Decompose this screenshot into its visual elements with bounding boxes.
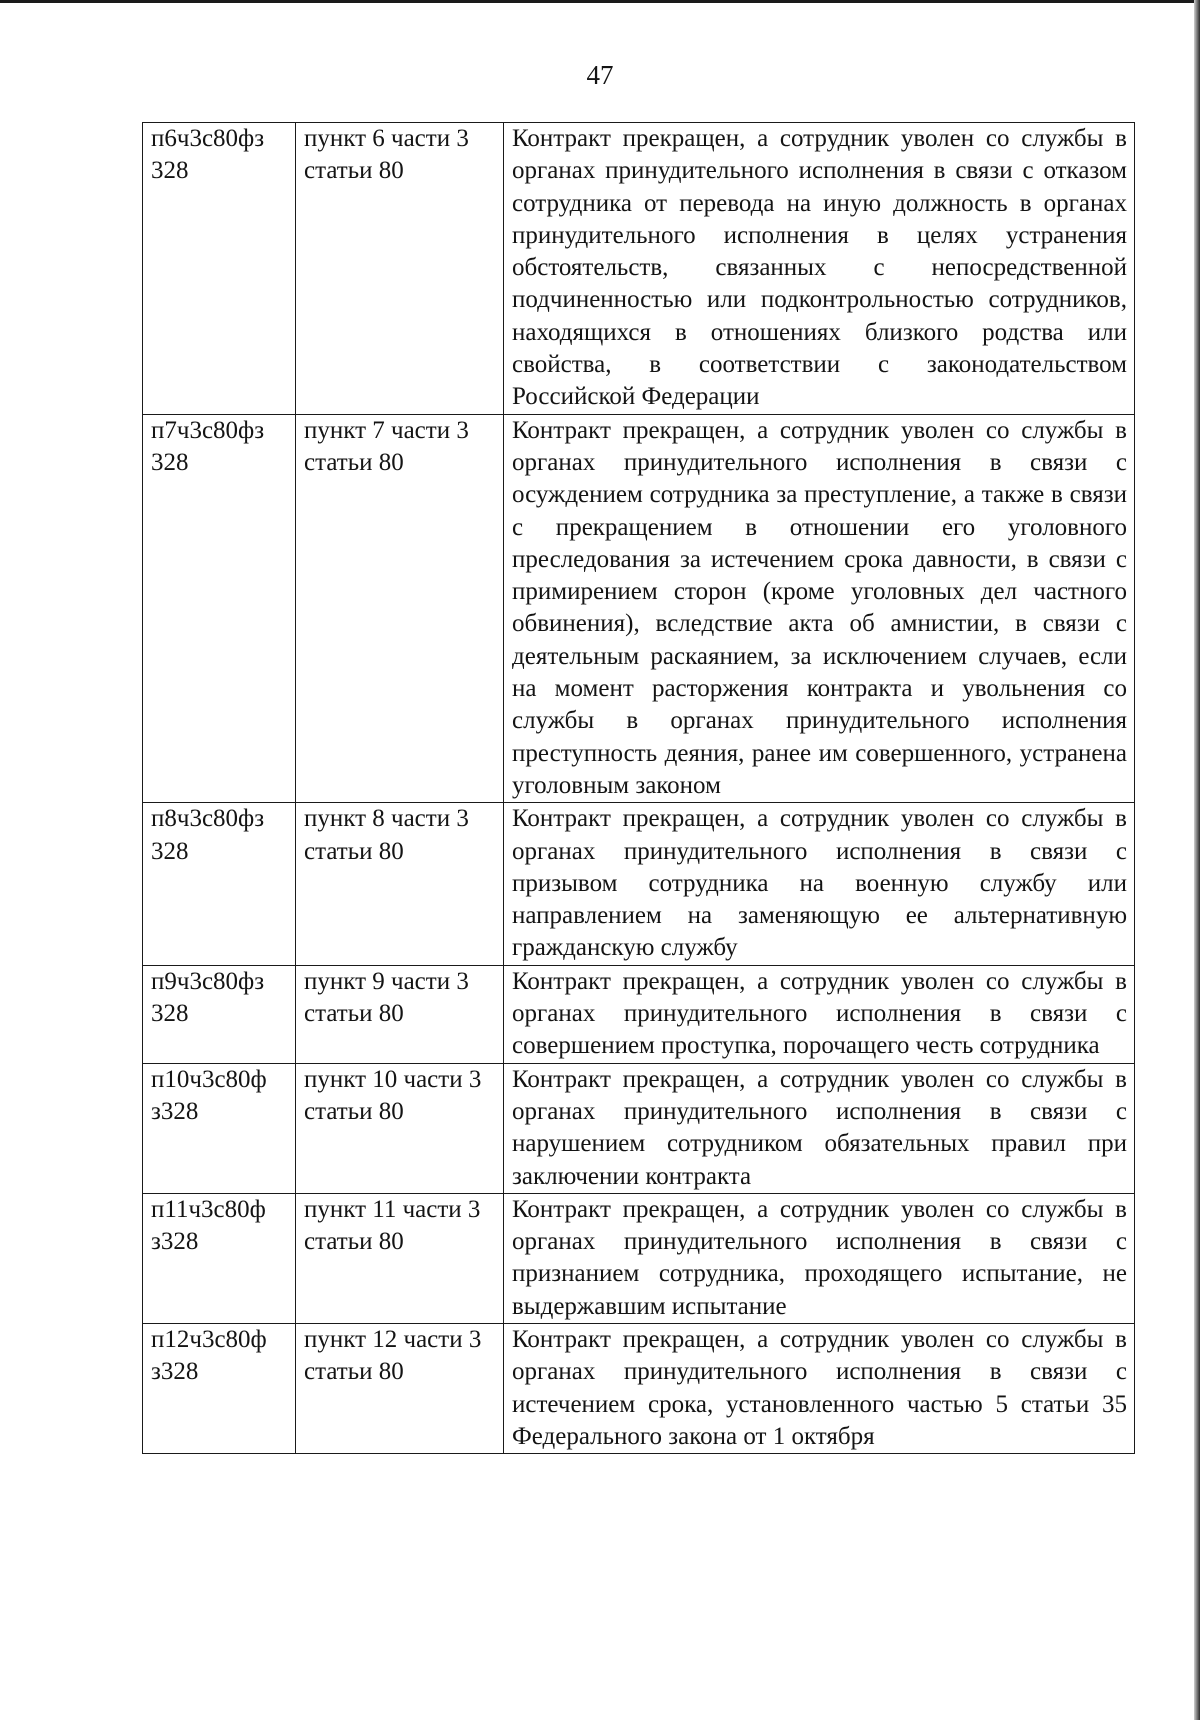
row-description: Контракт прекращен, а сотрудник уволен со службы в органах принудительного исполнения в связи с призывом сотрудника на военную службу или направлением на заменяющую ее альтернативную гражданскую службу [504, 803, 1135, 965]
table-row [143, 1323, 1135, 1453]
row-reference: пункт 12 части 3 статьи 80 [296, 1323, 504, 1453]
table-row [143, 123, 1135, 415]
row-reference: пункт 11 части 3 статьи 80 [296, 1193, 504, 1323]
row-code: п8ч3с80фз 328 [143, 803, 296, 965]
table-row [143, 1193, 1135, 1323]
row-code: п7ч3с80фз 328 [143, 414, 296, 803]
row-description: Контракт прекращен, а сотрудник уволен со службы в органах принудительного исполнения в связи с осуждением сотрудника за преступление, а также в связи с прекращением в отношении его уголовного преследования за истечением срока давности, в связи с примирением сторон (кроме уголовных дел частного обвинения), вследствие акта об амнистии, в связи с деятельным раскаянием, за исключением случаев, если на момент расторжения контракта и увольнения со службы в органах принудительного исполнения преступность деяния, ранее им совершенного, устранена уголовным законом [504, 414, 1135, 803]
row-code: п6ч3с80фз 328 [143, 123, 296, 415]
table-row [143, 965, 1135, 1063]
table-row [143, 1063, 1135, 1193]
row-code: п12ч3с80ф з328 [143, 1323, 296, 1453]
row-reference: пункт 9 части 3 статьи 80 [296, 965, 504, 1063]
row-description: Контракт прекращен, а сотрудник уволен со службы в органах принудительного исполнения в связи с нарушением сотрудником обязательных правил при заключении контракта [504, 1063, 1135, 1193]
scan-edge-top [0, 0, 1200, 3]
page-number: 47 [586, 60, 614, 90]
table-row [143, 803, 1135, 965]
row-reference: пункт 6 части 3 статьи 80 [296, 123, 504, 415]
scan-edge-right [1194, 0, 1200, 1720]
row-reference: пункт 8 части 3 статьи 80 [296, 803, 504, 965]
row-reference: пункт 7 части 3 статьи 80 [296, 414, 504, 803]
row-description: Контракт прекращен, а сотрудник уволен со службы в органах принудительного исполнения в связи с совершением проступка, порочащего честь сотрудника [504, 965, 1135, 1063]
row-reference: пункт 10 части 3 статьи 80 [296, 1063, 504, 1193]
row-description: Контракт прекращен, а сотрудник уволен со службы в органах принудительного исполнения в связи с признанием сотрудника, проходящего испытание, не выдержавшим испытание [504, 1193, 1135, 1323]
row-description: Контракт прекращен, а сотрудник уволен со службы в органах принудительного исполнения в связи с истечением срока, установленного частью 5 статьи 35 Федерального закона от 1 октября [504, 1323, 1135, 1453]
row-description: Контракт прекращен, а сотрудник уволен со службы в органах принудительного исполнения в связи с отказом сотрудника от перевода на иную должность в органах принудительного исполнения в целях устранения обстоятельств, связанных с непосредственной подчиненностью или подконтрольностью сотрудников, находящихся в отношениях близкого родства или свойства, в соответствии с законодательством Российской Федерации [504, 123, 1135, 415]
table-row [143, 414, 1135, 803]
row-code: п9ч3с80фз 328 [143, 965, 296, 1063]
dismissal-codes-table [142, 122, 1135, 1454]
row-code: п11ч3с80ф з328 [143, 1193, 296, 1323]
row-code: п10ч3с80ф з328 [143, 1063, 296, 1193]
